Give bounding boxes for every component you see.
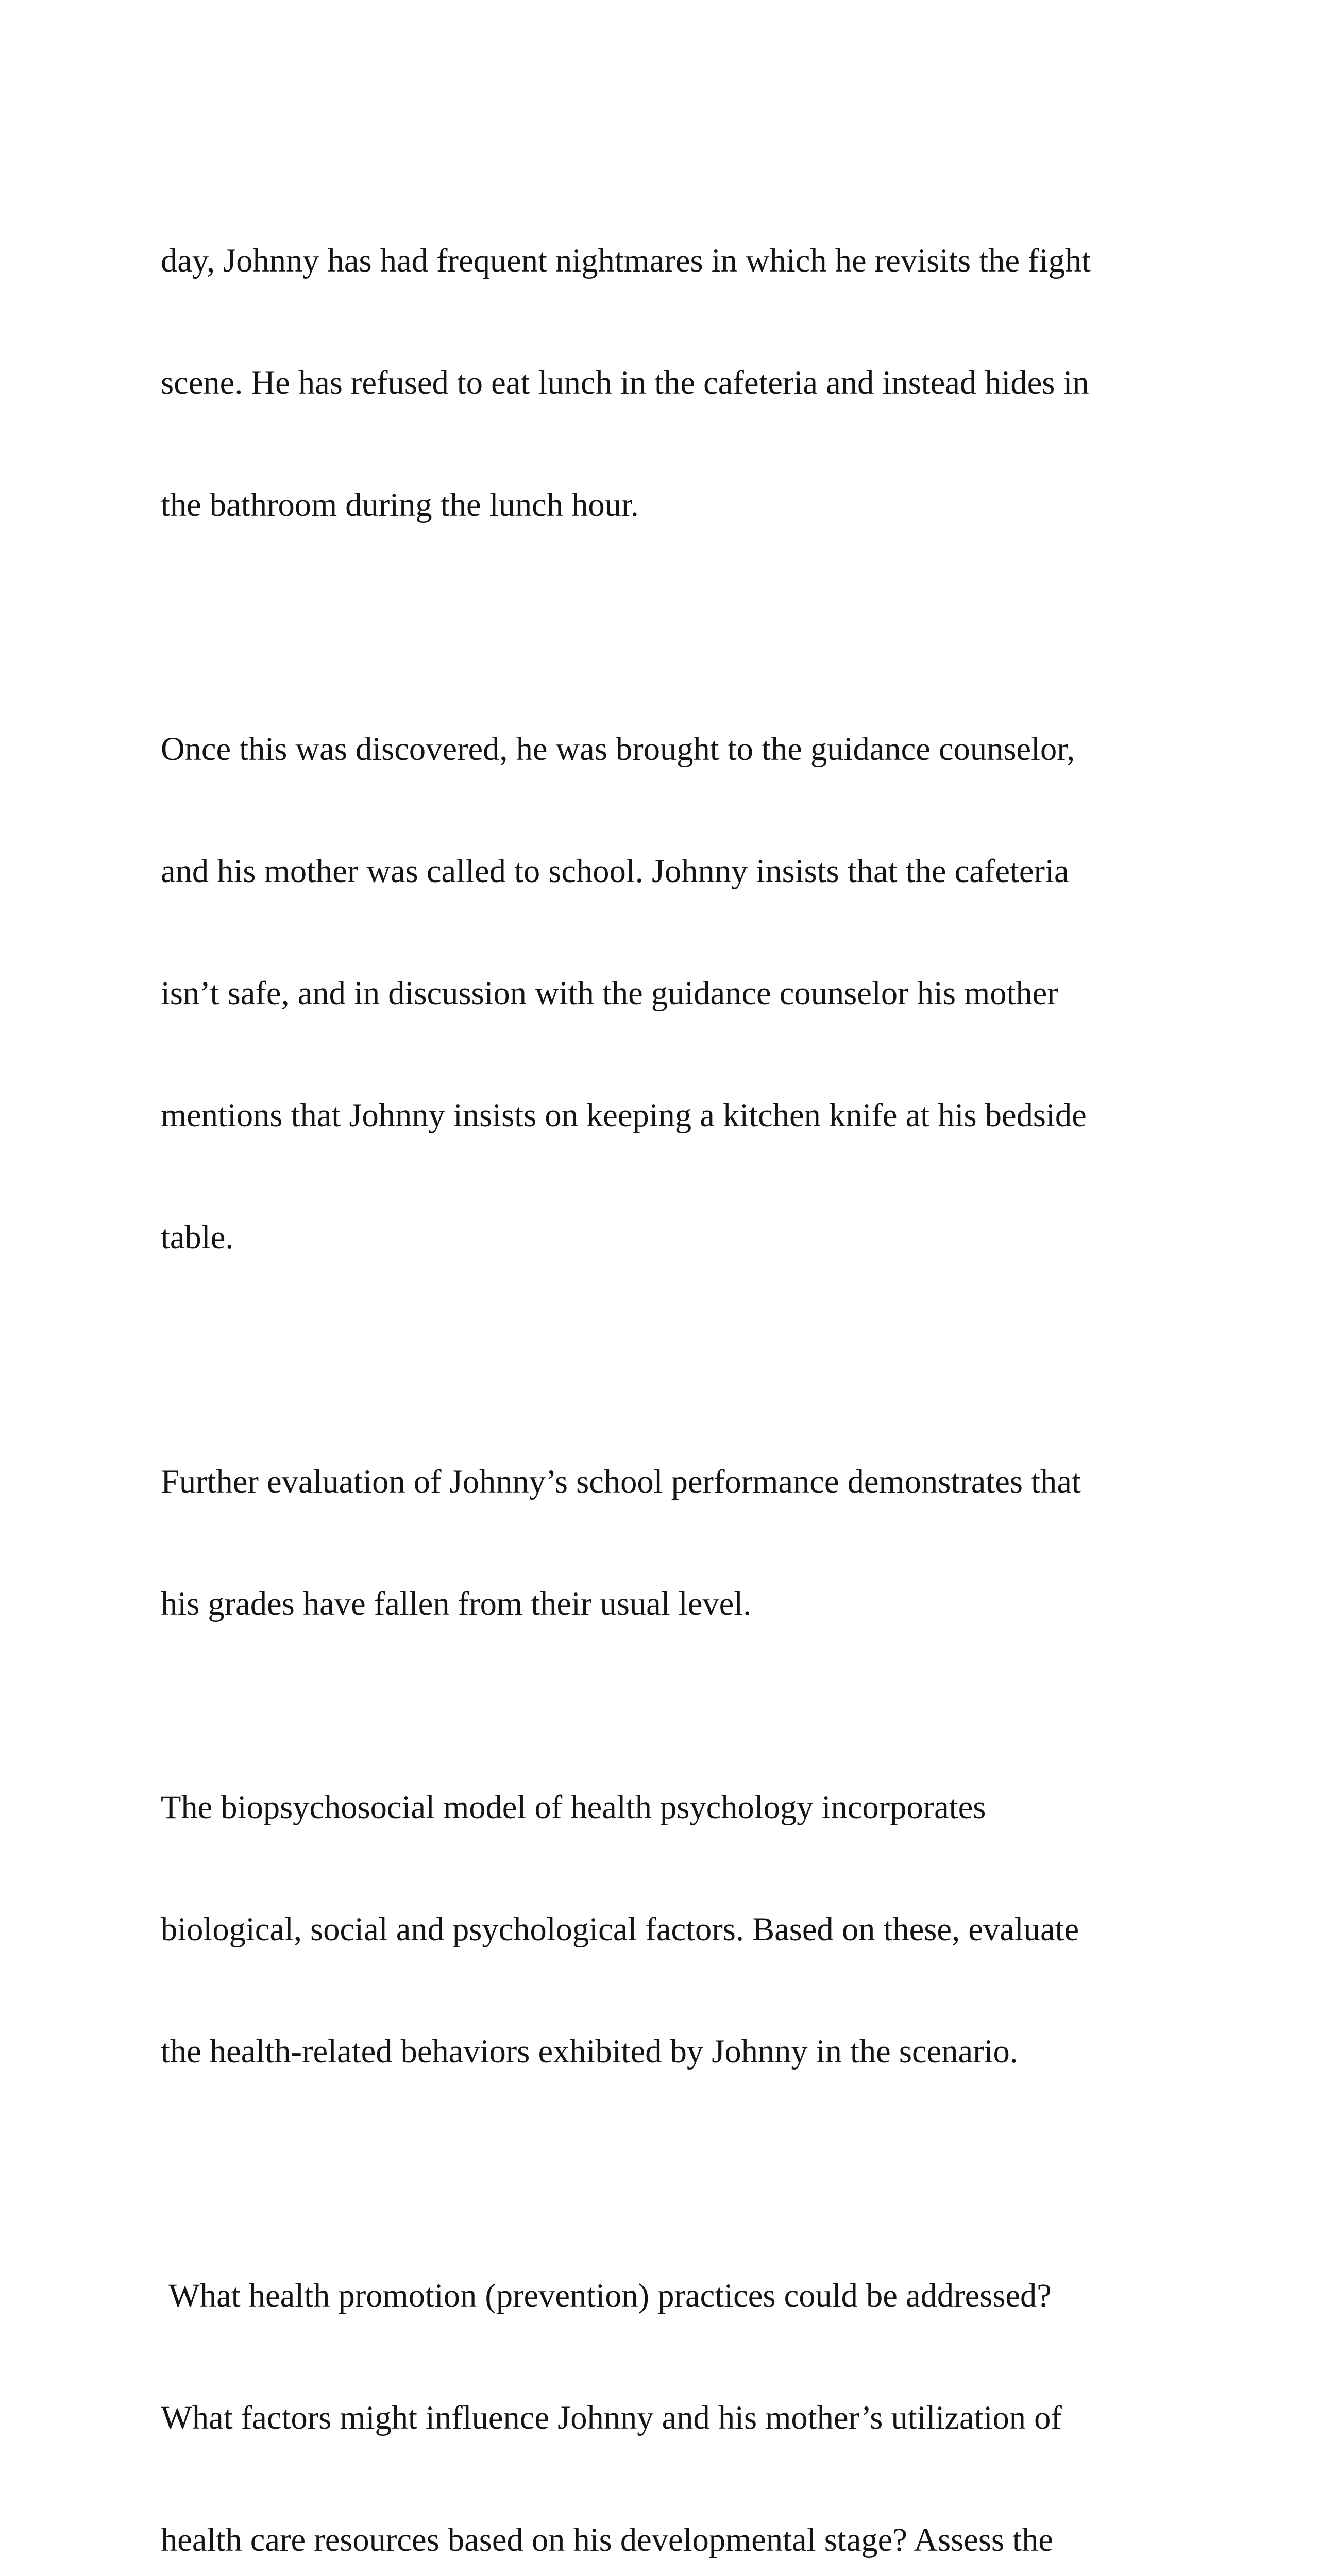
text-line: health care resources based on his developmental stage? Assess the (161, 2521, 1053, 2558)
paragraph-nightmares (161, 159, 1191, 606)
paragraph-school-performance (161, 1380, 1191, 1705)
text-line: biological, social and psychological factors. Based on these, evaluate (161, 1911, 1079, 1947)
text-line: Further evaluation of Johnny’s school performance demonstrates that (161, 1463, 1081, 1500)
text-line: his grades have fallen from their usual level. (161, 1585, 752, 1622)
text-line: the bathroom during the lunch hour. (161, 486, 639, 523)
text-line: table. (161, 1219, 234, 1256)
text-line: scene. He has refused to eat lunch in the cafeteria and instead hides in (161, 364, 1089, 401)
text-line: and his mother was called to school. Johnny insists that the cafeteria (161, 853, 1069, 889)
document-body (161, 159, 1191, 2576)
text-line: day, Johnny has had frequent nightmares in which he revisits the fight (161, 242, 1091, 279)
paragraph-guidance-counselor (161, 647, 1191, 1339)
text-line: What factors might influence Johnny and his mother’s utilization of (161, 2399, 1062, 2436)
paragraph-biopsychosocial-model (161, 1705, 1191, 2153)
text-line: the health-related behaviors exhibited by Johnny in the scenario. (161, 2033, 1018, 2070)
text-line: isn’t safe, and in discussion with the guidance counselor his mother (161, 975, 1058, 1011)
text-line: The biopsychosocial model of health psychology incorporates (161, 1789, 986, 1825)
text-line: What health promotion (prevention) practices could be addressed? (161, 2277, 1052, 2314)
text-line: mentions that Johnny insists on keeping a kitchen knife at his bedside (161, 1097, 1087, 1133)
paragraph-health-promotion (161, 2194, 1191, 2576)
text-line: Once this was discovered, he was brought to the guidance counselor, (161, 731, 1075, 767)
